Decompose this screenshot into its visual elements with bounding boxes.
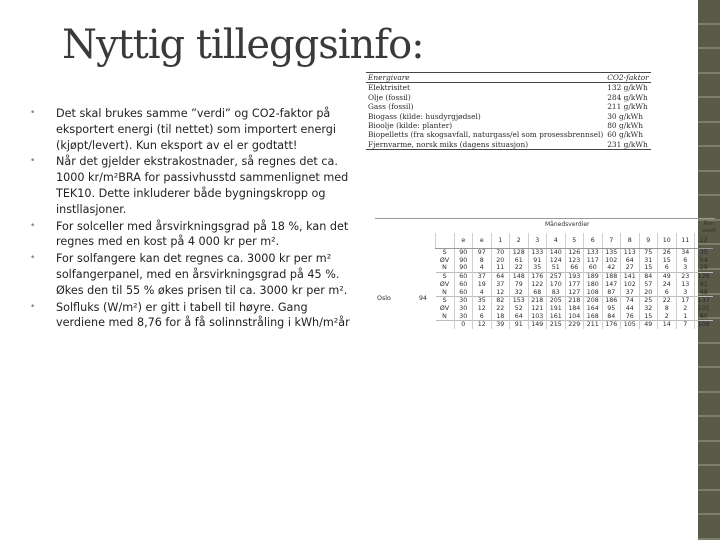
- table-cell: 66: [565, 264, 584, 272]
- table-row: [436, 321, 713, 329]
- table-header: [436, 233, 455, 249]
- table-cell: 83: [547, 289, 566, 297]
- bullet-item: [30, 251, 360, 298]
- bullet-text: Solfluks (W/m²) er gitt i tabell til høyre. Gang verdiene med 8,76 for å få solinnstråling i kWh/m²år: [56, 300, 350, 330]
- table-cell: 37: [473, 273, 492, 281]
- table-cell: 189: [584, 273, 603, 281]
- table-cell: S: [442, 249, 447, 256]
- table-cell: 23: [676, 273, 695, 281]
- table-cell: 91: [510, 321, 529, 329]
- table-cell: 12: [473, 321, 492, 329]
- table-cell: 34: [676, 249, 695, 257]
- table-cell: 64: [491, 273, 510, 281]
- solar-flux-table: [375, 218, 715, 357]
- table-cell: 132 g/kWh: [607, 83, 648, 93]
- table-cell: 44: [621, 305, 640, 313]
- table-cell: 26: [658, 249, 677, 257]
- table-header: 11: [676, 233, 695, 249]
- table-cell: 164: [584, 305, 603, 313]
- table-header: 12: [695, 233, 713, 249]
- table-cell: 3: [676, 264, 695, 272]
- table-cell: 60 g/kWh: [607, 130, 644, 140]
- table-cell: 149: [528, 321, 547, 329]
- table-header: Energivare: [366, 73, 605, 83]
- table-cell: 257: [547, 273, 566, 281]
- table-cell: 147: [602, 281, 621, 289]
- table-cell: 121: [528, 305, 547, 313]
- table-cell: 30: [454, 313, 473, 321]
- table-cell: 48: [695, 289, 713, 297]
- table-cell: 70: [491, 249, 510, 257]
- table-cell: 104: [565, 313, 584, 321]
- table-cell: 170: [547, 281, 566, 289]
- bullet-icon: •: [30, 220, 36, 231]
- table-cell: 84: [639, 273, 658, 281]
- table-header: 3: [528, 233, 547, 249]
- table-cell: 60: [454, 273, 473, 281]
- table-cell: 57: [639, 281, 658, 289]
- table-cell: 188: [602, 273, 621, 281]
- bullet-text: Det skal brukes samme ”verdi” og CO2-faktor på eksportert energi (til nettet) som importert energi (kjøpt/levert). Kun eksport av el er godtatt!: [56, 107, 336, 152]
- table-row: [366, 83, 651, 93]
- table-cell: 12: [491, 289, 510, 297]
- table-cell: 49: [658, 273, 677, 281]
- table-row: [366, 130, 651, 139]
- table-cell: 8: [473, 257, 492, 265]
- table-cell: 109: [695, 321, 713, 329]
- table-header: e: [473, 233, 492, 249]
- table-cell: 122: [528, 281, 547, 289]
- table-cell: 22: [491, 305, 510, 313]
- table-cell: 102: [602, 257, 621, 265]
- table-cell: 20: [639, 289, 658, 297]
- table-cell: 15: [639, 264, 658, 272]
- table-cell: ØV: [439, 256, 450, 264]
- table-cell: 0: [454, 321, 473, 329]
- table-cell: 12: [473, 305, 492, 313]
- table-cell: 218: [565, 297, 584, 305]
- table-cell: 208: [584, 297, 603, 305]
- table-cell: 32: [510, 289, 529, 297]
- table-cell: 24: [658, 281, 677, 289]
- table-cell: 82: [491, 297, 510, 305]
- table-cell: 64: [510, 313, 529, 321]
- table-header: CO2-faktor: [607, 73, 649, 82]
- table-cell: Gass (fossil): [368, 102, 414, 112]
- table-cell: 133: [584, 249, 603, 257]
- table-cell: 22: [658, 297, 677, 305]
- table-cell: 141: [621, 273, 640, 281]
- table-cell: 184: [565, 305, 584, 313]
- table-cell: 51: [547, 264, 566, 272]
- table-cell: 91: [528, 257, 547, 265]
- table-cell: 161: [547, 313, 566, 321]
- table-cell: 90: [454, 264, 473, 272]
- table-cell: 193: [565, 273, 584, 281]
- table-cell: 64: [621, 257, 640, 265]
- table-cell: 101: [695, 305, 713, 313]
- table-cell: 117: [584, 257, 603, 265]
- bullet-icon: •: [30, 156, 36, 167]
- table-cell: 35: [528, 264, 547, 272]
- table-cell: 2: [676, 305, 695, 313]
- table-cell: 105: [621, 321, 640, 329]
- table-row: [366, 112, 651, 121]
- table-cell: 75: [639, 249, 658, 257]
- table-cell: S: [436, 273, 455, 281]
- table-cell: 15: [658, 257, 677, 265]
- table-cell: Fjernvarme, norsk miks (dagens situasjon): [366, 140, 605, 150]
- table-header: 10: [658, 233, 677, 249]
- table-cell: Elektrisitet: [368, 83, 410, 93]
- bullet-item: [30, 219, 360, 251]
- table-row: [436, 281, 713, 289]
- table-cell: 148: [510, 273, 529, 281]
- table-row: [366, 121, 651, 130]
- table-row: [436, 305, 713, 313]
- table-header: 7: [602, 233, 621, 249]
- table-cell: 215: [547, 321, 566, 329]
- table-cell: 8: [658, 305, 677, 313]
- table-cell: 6: [676, 257, 695, 265]
- table-row: [366, 140, 651, 150]
- table-cell: 60: [454, 289, 473, 297]
- table-cell: 102: [621, 281, 640, 289]
- table-row: [436, 289, 713, 297]
- table-cell: 153: [510, 297, 529, 305]
- table-cell: 6: [658, 264, 677, 272]
- table-row: [436, 273, 713, 281]
- table-cell: 191: [547, 305, 566, 313]
- bullet-icon: •: [30, 108, 36, 118]
- table-cell: 218: [528, 297, 547, 305]
- table-cell: 231 g/kWh: [605, 140, 651, 150]
- table-cell: 186: [602, 297, 621, 305]
- table-cell: 103: [528, 313, 547, 321]
- table-cell: 126: [565, 249, 584, 257]
- table-cell: 49: [639, 321, 658, 329]
- energy-co2-table: [366, 72, 651, 150]
- table-cell: 19: [473, 281, 492, 289]
- table-cell: Biopelletts (fra skogsavfall, naturgass/el som prosessbrennsel): [368, 130, 604, 140]
- table-cell: 20: [491, 257, 510, 265]
- table-cell: 140: [547, 249, 566, 257]
- table-cell: ØV: [439, 280, 450, 288]
- table-cell: 42: [602, 264, 621, 272]
- table-header: 4: [547, 233, 566, 249]
- table-cell: 108: [584, 289, 603, 297]
- table-cell: 91: [695, 281, 713, 289]
- table-cell: 176: [602, 321, 621, 329]
- table-cell: 18: [491, 313, 510, 321]
- table-row: [436, 249, 713, 257]
- table-header: 8: [621, 233, 640, 249]
- table-cell: 135: [602, 249, 621, 257]
- table-cell: 6: [658, 289, 677, 297]
- table-cell: 1: [676, 313, 695, 321]
- table-cell: 61: [510, 257, 529, 265]
- table-header: 9: [639, 233, 658, 249]
- table-header: e: [454, 233, 473, 249]
- table-cell: 79: [510, 281, 529, 289]
- table-cell: Olje (fossil): [368, 92, 411, 102]
- table-cell: 35: [473, 297, 492, 305]
- table-cell: 126: [695, 273, 713, 281]
- table-cell: 30: [454, 305, 473, 313]
- table-cell: 32: [639, 305, 658, 313]
- table-cell: 2: [658, 313, 677, 321]
- table-cell: 3: [676, 289, 695, 297]
- table-cell: 22: [510, 264, 529, 272]
- table-cell: 4: [473, 289, 492, 297]
- annual-header: Års-verdi: [702, 221, 716, 234]
- table-cell: 37: [491, 281, 510, 289]
- table-cell: 29: [695, 264, 713, 272]
- table-header: 6: [584, 233, 603, 249]
- table-cell: N: [442, 312, 447, 320]
- table-cell: 87: [602, 289, 621, 297]
- bullet-item: [30, 106, 360, 153]
- month-values-header: Månedsverdier: [545, 221, 590, 228]
- bullet-icon: •: [30, 253, 36, 264]
- solar-grid: [435, 233, 713, 329]
- table-cell: 76: [621, 313, 640, 321]
- bullet-item: [30, 300, 360, 332]
- table-cell: 60: [454, 281, 473, 289]
- table-cell: ØV: [439, 304, 450, 312]
- table-row: [366, 93, 651, 102]
- latitude-label: 94: [419, 295, 428, 302]
- table-cell: 205: [547, 297, 566, 305]
- table-cell: 80: [695, 313, 713, 321]
- table-cell: 211: [584, 321, 603, 329]
- table-cell: 127: [565, 289, 584, 297]
- table-cell: 95: [602, 305, 621, 313]
- table-cell: 60: [584, 264, 603, 272]
- table-cell: 113: [621, 249, 640, 257]
- table-cell: S: [436, 297, 455, 305]
- slide-title: Nyttig tilleggsinfo:: [62, 22, 424, 68]
- bullet-text: Når det gjelder ekstrakostnader, så regnes det ca. 1000 kr/m²BRA for passivhusstd sammenlignet med TEK10. Dette inkluderer både bygningskropp og instllasjoner.: [56, 155, 349, 216]
- table-cell: 6: [473, 313, 492, 321]
- table-cell: 15: [639, 313, 658, 321]
- table-cell: 52: [510, 305, 529, 313]
- table-cell: Biogass (kilde: husdyrgjødsel): [368, 111, 481, 121]
- table-cell: 180: [584, 281, 603, 289]
- table-cell: 137: [695, 297, 713, 305]
- bullet-text: For solfangere kan det regnes ca. 3000 kr per m² solfangerpanel, med en årsvirkningsgrad på 45 %. Økes den til 55 % økes prisen til ca. 3000 kr per m².: [56, 252, 348, 297]
- table-cell: 17: [676, 297, 695, 305]
- table-cell: Bioolje (kilde: planter): [368, 121, 453, 131]
- table-cell: 27: [621, 264, 640, 272]
- bullet-list: [30, 106, 360, 332]
- table-cell: 74: [621, 297, 640, 305]
- table-cell: 25: [639, 297, 658, 305]
- table-cell: 128: [510, 249, 529, 257]
- table-cell: 14: [658, 321, 677, 329]
- table-cell: 133: [528, 249, 547, 257]
- table-cell: 35: [695, 249, 713, 257]
- table-cell: 90: [454, 257, 473, 265]
- table-cell: 80 g/kWh: [607, 121, 644, 131]
- table-cell: 123: [565, 257, 584, 265]
- table-cell: 177: [565, 281, 584, 289]
- table-header: 2: [510, 233, 529, 249]
- table-row: [366, 102, 651, 111]
- table-cell: [436, 321, 455, 329]
- table-cell: 97: [473, 249, 492, 257]
- bullet-text: For solceller med årsvirkningsgrad på 18 %, kan det regnes med en kost på 4 000 kr per m².: [56, 219, 349, 249]
- table-cell: N: [442, 264, 447, 272]
- table-cell: 30 g/kWh: [607, 111, 644, 121]
- table-cell: 37: [621, 289, 640, 297]
- table-cell: 4: [473, 264, 492, 272]
- table-row: [436, 257, 713, 265]
- city-label: Oslo: [377, 295, 391, 302]
- table-cell: 7: [676, 321, 695, 329]
- table-cell: 39: [491, 321, 510, 329]
- bullet-icon: •: [30, 301, 36, 312]
- table-cell: 31: [639, 257, 658, 265]
- table-cell: 54: [695, 257, 713, 265]
- table-header: 1: [491, 233, 510, 249]
- table-cell: 90: [454, 249, 473, 257]
- table-cell: N: [442, 288, 447, 296]
- table-cell: 176: [528, 273, 547, 281]
- table-cell: 124: [547, 257, 566, 265]
- table-cell: 30: [454, 297, 473, 305]
- table-row: [436, 264, 713, 272]
- table-row: [436, 297, 713, 305]
- table-cell: 11: [491, 264, 510, 272]
- table-cell: 168: [584, 313, 603, 321]
- table-cell: 68: [528, 289, 547, 297]
- table-cell: 284 g/kWh: [607, 92, 648, 102]
- table-cell: 211 g/kWh: [607, 102, 648, 112]
- table-cell: 84: [602, 313, 621, 321]
- table-row: [436, 313, 713, 321]
- table-cell: 229: [565, 321, 584, 329]
- table-header: 5: [565, 233, 584, 249]
- bullet-item: [30, 154, 360, 217]
- table-cell: 13: [676, 281, 695, 289]
